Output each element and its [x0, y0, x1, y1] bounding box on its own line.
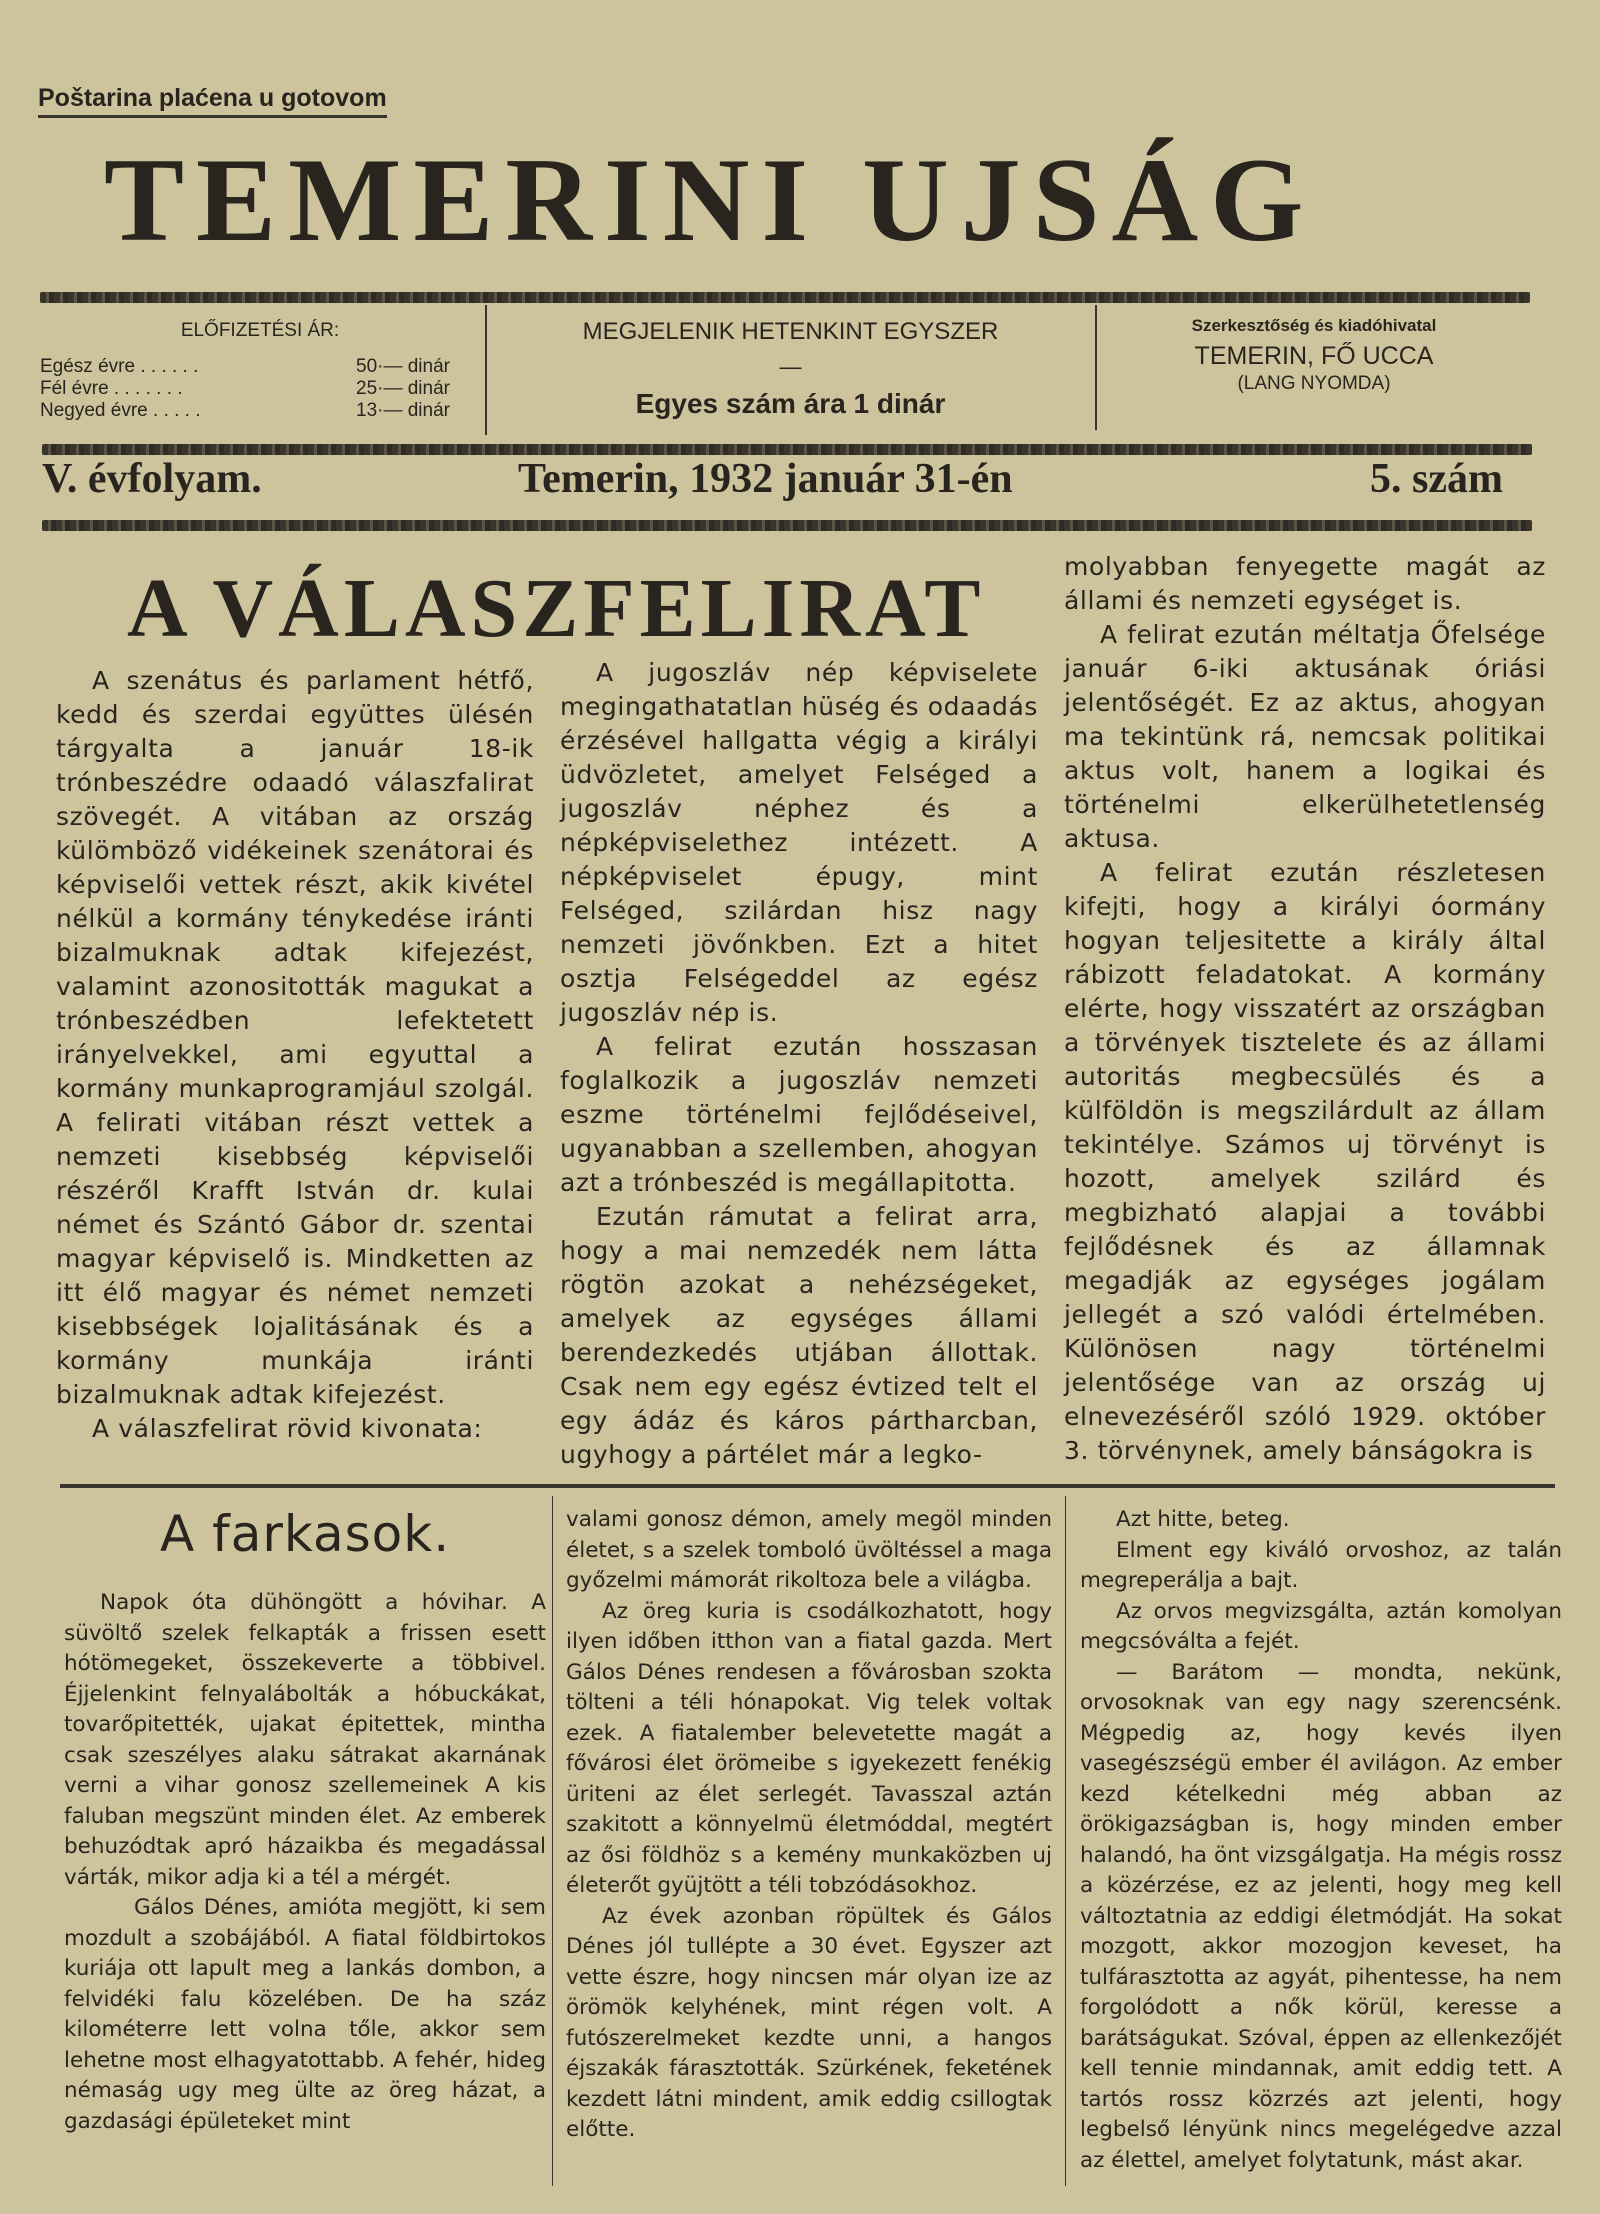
- paragraph: Az évek azonban röpültek és Gálos Dénes jól tullépte a 30 évet. Egyszer azt vette észre, hogy nincsen már olyan ize az örömök kelyhének, mint régen volt. A futószerelmeket kezdte unni, a hangos éjszakák fárasztották. Szürkének, feketének kezdett látni mindent, amik eddig csillogtak előtte.: [566, 1903, 1052, 2142]
- price-value: 25·— dinár: [356, 378, 450, 399]
- paragraph: Napok óta dühöngött a hóvihar. A süvöltő szelek felkapták a frissen esett hótömegeket, összekeverte a többivel. Éjjelenkint felnyalábolták a hóbuckákat, tovarőpitették, ujakat épitettek, mintha csak szeszélyes alaku sátrakat akarnának verni a vihar gonosz szellemeinek A kis faluban megszünt minden élet. Az emberek behuzódtak apró házaikba és megadással várták, mikor adja ki a tél a mérgét.: [64, 1590, 546, 1890]
- paragraph: — Barátom — mondta, nekünk, orvosoknak van egy nagy szerencsénk. Mégpedig az, hogy kevés ilyen vasegészségü ember él avilágon. Az ember kezd kételkedni még abban az örökigazságban is, hogy minden ember halandó, ha önt vizsgálgatja. Ha mégis rossz a közérzése, ez az jelenti, hogy meg kell változtatnia az eddigi életmódját. Ha sokat mozgott, akkor mozogjon keveset, ha tulfárasztotta az agyát, pihentesse, ha nem forgolódott a nők körül, keresse a barátságukat. Szóval, éppen az ellenkezőjét kell tennie mindannak, amit eddig tett. A tartós rossz közrzés azt jelenti, hogy legbelső lényünk nincs megelégedve azzal az élettel, amelyet folytatunk, mást akar.: [1080, 1659, 1562, 2173]
- section-divider: [60, 1484, 1555, 1488]
- divider-rule: [40, 292, 1530, 303]
- paragraph: Az öreg kuria is csodálkozhatott, hogy ilyen időben itthon van a fiatal gazda. Mert Gálos Dénes rendesen a fővárosban szokta tölteni a téli hónapokat. Vig telek voltak ezek. A fiatalember belevetette magát a fővárosi élet örömeibe s igyekezett fenékig üriteni az élet serlegét. Tavasszal aztán szakitott a könnyelmü életmóddal, megtért az ősi földhöz s a kemény munkaközben uj életerőt gyüjtött a téli tobzódásokhoz.: [566, 1598, 1052, 1898]
- paragraph: Azt hitte, beteg.: [1116, 1507, 1290, 1532]
- paragraph: Az orvos megvizsgálta, aztán komolyan megcsóválta a fejét.: [1080, 1598, 1562, 1654]
- article-column-1: [56, 664, 534, 1446]
- issue-number: 5. szám: [1370, 456, 1503, 502]
- publication-box: [488, 308, 1093, 433]
- price-row: [40, 400, 450, 422]
- story-column-1: [64, 1588, 546, 2137]
- paragraph: A felirat ezután hosszasan foglalkozik a jugoszláv nemzeti eszme történelmi fejlődéseivel, ugyanabban a szellemben, ahogyan azt a trónbeszéd is megállapitotta.: [560, 1032, 1038, 1197]
- issue-price: Egyes szám ára 1 dinár: [635, 388, 946, 419]
- volume-label: V. évfolyam.: [42, 456, 262, 502]
- paragraph: Ezután rámutat a felirat arra, hogy a mai nemzedék nem látta rögtön azokat a nehézségeket, amelyek az egységes állami berendezkedés utjában állottak. Csak nem egy egész évtized telt el egy ádáz és káros pártharcban, ugyhogy a pártélet már a legko-: [560, 1202, 1038, 1469]
- column-divider: [1065, 1496, 1066, 2186]
- masthead-title: TEMERINI UJSÁG: [104, 133, 1316, 266]
- paragraph: A felirat ezután részletesen kifejti, hogy a királyi óormány hogyan teljesitette a király által rábizott feladatokat. A kormány elérte, hogy visszatért az országban a törvények tisztelete és az állami autoritás megbecsülés és a külföldön is megszilárdult az állam tekintélye. Számos uj törvényt is hozott, amelyek szilárd és megbizható alapjai a további fejlődésnek és az államnak megadják az egységes jogálam jellegét a szó valódi értelmében. Különösen nagy történelmi jelentősége van az ország uj elnevezéséről szóló 1929. október 3. törvénynek, amely bánságokra is: [1064, 858, 1546, 1465]
- divider-rule: [42, 444, 1532, 455]
- price-row: [40, 378, 450, 400]
- paragraph: molyabban fenyegette magát az állami és nemzeti egységet is.: [1064, 552, 1546, 615]
- separator-dash: —: [779, 354, 802, 379]
- story-column-2: [566, 1505, 1052, 2146]
- article-column-3: [1064, 550, 1546, 1468]
- paragraph: Elment egy kiváló orvoshoz, az talán megreperálja a bajt.: [1080, 1537, 1562, 1593]
- paragraph: Gálos Dénes, amióta megjött, ki sem mozdult a szobájából. A fiatal földbirtokos kuriája ott lapult meg a lankás dombon, a felvidéki falu közelében. De ha száz kilométerre lett volna tőle, akkor sem lehetne most elhagyatottabb. A fehér, hideg némaság ugy meg ülte az öreg házat, a gazdasági épületeket mint: [64, 1895, 546, 2134]
- price-label: Egész évre . . . . . .: [40, 356, 199, 377]
- story-column-3: [1080, 1505, 1562, 2176]
- subscription-title: ELŐFIZETÉSI ÁR:: [180, 320, 340, 341]
- divider-rule: [42, 520, 1532, 531]
- column-divider: [485, 305, 487, 435]
- frequency-note: MEGJELENIK HETENKINT EGYSZER: [582, 318, 999, 345]
- office-address: TEMERIN, FŐ UCCA: [1194, 342, 1434, 370]
- issue-date: Temerin, 1932 január 31-én: [518, 456, 1013, 502]
- paragraph: A felirat ezután méltatja Őfelsége január 6-iki aktusának óriási jelentőségét. Ez az aktus, ahogyan ma tekintünk rá, nemcsak politikai aktus volt, hanem a logikai és történelmi elkerülhetetlenség aktusa.: [1064, 620, 1546, 853]
- office-label: Szerkesztőség és kiadóhivatal: [1191, 316, 1437, 335]
- price-label: Negyed évre . . . . .: [40, 400, 201, 421]
- story-headline: A farkasok.: [160, 1505, 451, 1563]
- price-value: 50·— dinár: [356, 356, 450, 377]
- column-divider: [552, 1496, 553, 2186]
- paragraph: valami gonosz démon, amely megöl minden életet, s a szelek tomboló üvöltéssel a maga győzelmi mámorát rikoltoza bele a világba.: [566, 1507, 1052, 1593]
- article-column-2: [560, 656, 1038, 1472]
- price-label: Fél évre . . . . . . .: [40, 378, 183, 399]
- paragraph: A jugoszláv nép képviselete megingathatatlan hüség és odaadás érzésével hallgatta végig a királyi üdvözletet, amelyet Felséged a jugoszláv néphez és a népképviselethez intézett. A népképviselet épugy, mint Felséged, szilárdan hisz nagy nemzeti jövőnkben. Ezt a hitet osztja Felségeddel az egész jugoszláv nép is.: [560, 658, 1038, 1027]
- paragraph: A válaszfelirat rövid kivonata:: [92, 1414, 483, 1443]
- paragraph: A szenátus és parlament hétfő, kedd és szerdai együttes ülésén tárgyalta a január 18-ik trónbeszédre odaadó válaszfalirat szövegét. A vitában az ország külömböző vidékeinek szenátorai és képviselői vettek részt, akik kivétel nélkül a kormány ténykedése iránti bizalmuknak adtak kifejezést, valamint azonositották magukat a trónbeszédben lefektetett irányelvekkel, ami egyuttal a kormány munkaprogramjául szolgál. A felirati vitában részt vettek a nemzeti kisebbség képviselői részéről Krafft István dr. kulai német és Szántó Gábor dr. szentai magyar képviselő is. Mindketten az itt élő magyar és német nemzeti kisebbségek lojalitásának és a kormány munkája iránti bizalmuknak adtak kifejezést.: [56, 666, 534, 1409]
- postage-note: Poštarina plaćena u gotovom: [38, 84, 387, 118]
- subscription-box: [40, 308, 480, 433]
- column-divider: [1095, 305, 1097, 430]
- article-headline: A VÁLASZFELIRAT: [127, 562, 986, 655]
- printer-name: (LANG NYOMDA): [1237, 373, 1391, 394]
- price-value: 13·— dinár: [356, 400, 450, 421]
- office-box: [1098, 308, 1530, 433]
- price-row: [40, 356, 450, 378]
